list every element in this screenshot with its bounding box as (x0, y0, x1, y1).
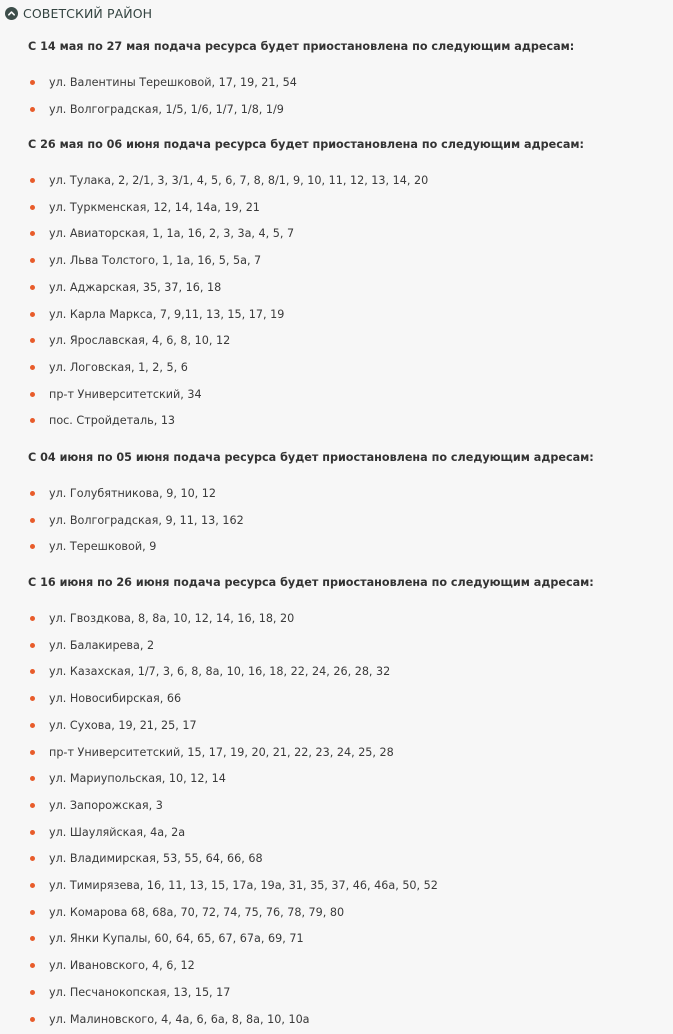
bullet-icon (30, 830, 35, 835)
bullet-icon (30, 803, 35, 808)
address-text: ул. Льва Толстого, 1, 1а, 16, 5, 5а, 7 (49, 254, 262, 267)
address-text: ул. Волгоградская, 1/5, 1/6, 1/7, 1/8, 1/9 (49, 103, 284, 116)
bullet-icon (30, 696, 35, 701)
address-text: ул. Казахская, 1/7, 3, 6, 8, 8а, 10, 16, 18, 22, 24, 26, 28, 32 (49, 665, 391, 678)
bullet-icon (30, 231, 35, 236)
address-text: ул. Туркменская, 12, 14, 14а, 19, 21 (49, 201, 260, 214)
address-text: ул. Логовская, 1, 2, 5, 6 (49, 361, 188, 374)
bullet-icon (30, 285, 35, 290)
address-text: ул. Сухова, 19, 21, 25, 17 (49, 719, 197, 732)
address-text: ул. Янки Купалы, 60, 64, 65, 67, 67а, 69, 71 (49, 932, 304, 945)
bullet-icon (30, 643, 35, 648)
bullet-icon (30, 963, 35, 968)
address-text: ул. Ивановского, 4, 6, 12 (49, 959, 195, 972)
address-text: ул. Песчанокопская, 13, 15, 17 (49, 986, 231, 999)
address-text: ул. Терешковой, 9 (49, 540, 157, 553)
address-text: ул. Авиаторская, 1, 1а, 16, 2, 3, 3а, 4, 5, 7 (49, 227, 295, 240)
bullet-icon (30, 723, 35, 728)
address-text: ул. Комарова 68, 68а, 70, 72, 74, 75, 76, 78, 79, 80 (49, 906, 345, 919)
bullet-icon (30, 750, 35, 755)
address-text: ул. Голубятникова, 9, 10, 12 (49, 487, 217, 500)
address-text: ул. Малиновского, 4, 4а, 6, 6а, 8, 8а, 10, 10а (49, 1013, 310, 1026)
bullet-icon (30, 1017, 35, 1022)
district-toggle[interactable] (5, 3, 152, 23)
bullet-icon (30, 80, 35, 85)
bullet-icon (30, 491, 35, 496)
bullet-icon (30, 669, 35, 674)
address-text: ул. Балакирева, 2 (49, 639, 155, 652)
bullet-icon (30, 312, 35, 317)
address-text: ул. Тулака, 2, 2/1, 3, 3/1, 4, 5, 6, 7, 8, 8/1, 9, 10, 11, 12, 13, 14, 20 (49, 174, 429, 187)
address-text: ул. Аджарская, 35, 37, 16, 18 (49, 281, 222, 294)
bullet-icon (30, 883, 35, 888)
address-text: ул. Волгоградская, 9, 11, 13, 162 (49, 514, 244, 527)
notice-heading: С 14 мая по 27 мая подача ресурса будет приостановлена по следующим адресам: (28, 40, 575, 53)
bullet-icon (30, 205, 35, 210)
bullet-icon (30, 518, 35, 523)
bullet-icon (30, 392, 35, 397)
bullet-icon (30, 856, 35, 861)
bullet-icon (30, 107, 35, 112)
district-title: СОВЕТСКИЙ РАЙОН (23, 5, 153, 21)
address-text: ул. Карла Маркса, 7, 9,11, 13, 15, 17, 19 (49, 308, 285, 321)
address-text: ул. Гвоздкова, 8, 8а, 10, 12, 14, 16, 18, 20 (49, 612, 295, 625)
address-text: ул. Тимирязева, 16, 11, 13, 15, 17а, 19а, 31, 35, 37, 46, 46а, 50, 52 (49, 879, 438, 892)
bullet-icon (30, 178, 35, 183)
bullet-icon (30, 910, 35, 915)
bullet-icon (30, 338, 35, 343)
notice-heading: С 04 июня по 05 июня подача ресурса будет приостановлена по следующим адресам: (28, 451, 594, 464)
notice-heading: С 26 мая по 06 июня подача ресурса будет приостановлена по следующим адресам: (28, 138, 585, 151)
address-text: ул. Новосибирская, 66 (49, 692, 182, 705)
bullet-icon (30, 990, 35, 995)
address-text: ул. Шауляйская, 4а, 2а (49, 826, 186, 839)
address-text: пр-т Университетский, 15, 17, 19, 20, 21, 22, 23, 24, 25, 28 (49, 746, 394, 759)
address-text: ул. Валентины Терешковой, 17, 19, 21, 54 (49, 76, 297, 89)
chevron-up-icon[interactable] (5, 7, 18, 20)
address-text: пос. Стройдеталь, 13 (49, 414, 176, 427)
bullet-icon (30, 544, 35, 549)
bullet-icon (30, 418, 35, 423)
address-text: ул. Запорожская, 3 (49, 799, 163, 812)
address-text: ул. Мариупольская, 10, 12, 14 (49, 772, 226, 785)
bullet-icon (30, 936, 35, 941)
address-text: ул. Ярославская, 4, 6, 8, 10, 12 (49, 334, 231, 347)
bullet-icon (30, 258, 35, 263)
notice-heading: С 16 июня по 26 июня подача ресурса будет приостановлена по следующим адресам: (28, 576, 594, 589)
address-text: пр-т Университетский, 34 (49, 388, 202, 401)
bullet-icon (30, 776, 35, 781)
bullet-icon (30, 616, 35, 621)
bullet-icon (30, 365, 35, 370)
address-text: ул. Владимирская, 53, 55, 64, 66, 68 (49, 852, 263, 865)
